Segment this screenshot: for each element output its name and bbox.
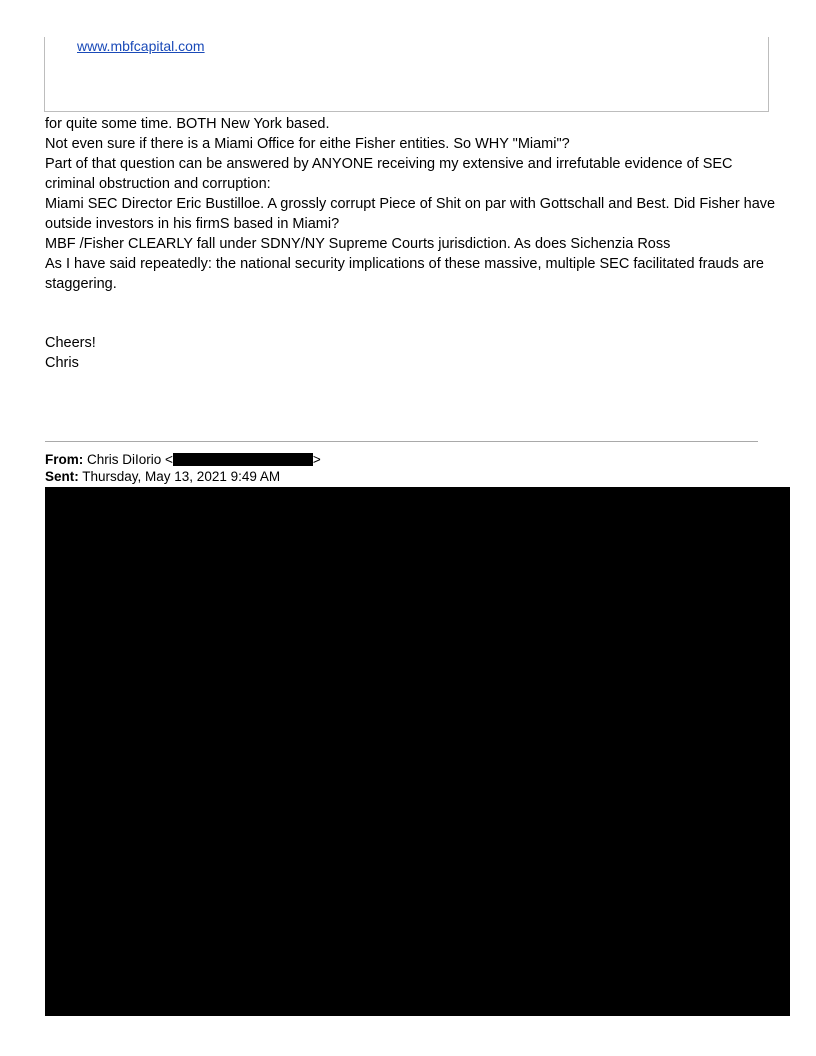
sent-value: Thursday, May 13, 2021 9:49 AM	[82, 469, 281, 484]
from-name: Chris DiIorio <	[87, 452, 173, 467]
body-paragraph: Miami SEC Director Eric Bustilloe. A grossly corrupt Piece of Shit on par with Gottschall and Best. Did Fisher have outside investors in his firmS based in Miami?	[45, 196, 776, 232]
body-paragraph: MBF /Fisher CLEARLY fall under SDNY/NY Supreme Courts jurisdiction. As does Sichenzia Ross	[45, 236, 671, 252]
signoff-name: Chris	[45, 355, 79, 371]
signoff	[45, 333, 96, 373]
sent-label: Sent:	[45, 469, 79, 484]
sent-row	[45, 468, 321, 485]
redacted-content-block	[45, 487, 790, 1016]
from-row	[45, 451, 321, 468]
website-link[interactable]: www.mbfcapital.com	[77, 38, 205, 54]
body-paragraph: As I have said repeatedly: the national security implications of these massive, multiple SEC facilitated frauds are staggering.	[45, 256, 764, 292]
message-divider	[45, 441, 758, 442]
quoted-message-box	[44, 37, 769, 112]
body-paragraph: Part of that question can be answered by ANYONE receiving my extensive and irrefutable evidence of SEC criminal obstruction and corruption:	[45, 156, 733, 192]
body-paragraph: Not even sure if there is a Miami Office for eithe Fisher entities. So WHY "Miami"?	[45, 136, 570, 152]
from-label: From:	[45, 452, 84, 467]
signoff-greeting: Cheers!	[45, 335, 96, 351]
email-header	[45, 451, 321, 485]
email-body	[45, 114, 785, 294]
from-close: >	[312, 452, 321, 467]
redacted-email	[173, 453, 313, 466]
body-paragraph: for quite some time. BOTH New York based.	[45, 116, 330, 132]
